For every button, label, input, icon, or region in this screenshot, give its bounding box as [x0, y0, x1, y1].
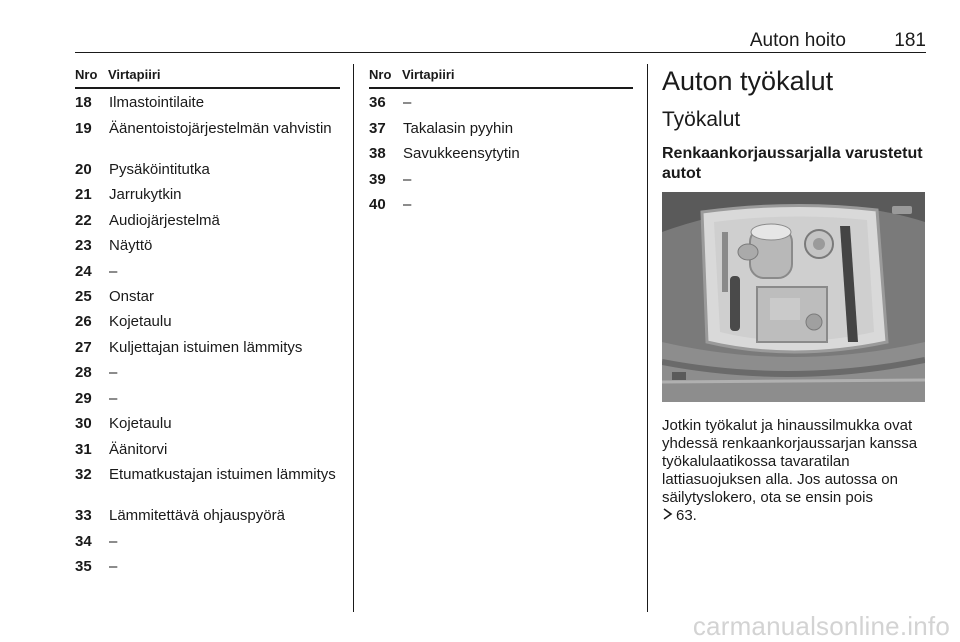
tools-description [662, 417, 926, 525]
circuit-name: Jarrukytkin [109, 186, 182, 203]
description-text: Jotkin työkalut ja hinaussilmukka ovat yhdessä renkaankorjaussarjan kanssa työkalulaatikossa tavaratilan lattiasuojuksen alla. Jos autossa on säilytyslokero, ota se ensin pois [662, 417, 918, 506]
fuse-number: 36 [369, 94, 386, 111]
circuit-name: – [403, 94, 412, 111]
watermark: carmanualsonline.info [692, 611, 950, 641]
circuit-name: – [109, 533, 118, 550]
page-header [75, 26, 926, 53]
fuse-number: 28 [75, 364, 92, 381]
circuit-name: Kojetaulu [109, 313, 172, 330]
arrow-right-icon [662, 507, 673, 525]
circuit-name: Etumatkustajan istuimen lämmitys [109, 466, 336, 483]
table-header [369, 64, 633, 89]
circuit-name: Pysäköintitutka [109, 161, 210, 178]
fuse-number: 18 [75, 94, 92, 111]
column-divider [353, 64, 354, 612]
circuit-name: – [109, 263, 118, 280]
circuit-name: Lämmitettävä ohjauspyörä [109, 507, 285, 524]
page-number: 181 [894, 30, 926, 51]
column-header-no: Nro [369, 67, 392, 82]
circuit-name: Kojetaulu [109, 415, 172, 432]
fuse-table-left [75, 64, 340, 575]
fuse-number: 38 [369, 145, 386, 162]
fuse-number: 40 [369, 196, 386, 213]
fuse-number: 32 [75, 466, 92, 483]
fuse-table-mid [369, 64, 633, 213]
fuse-number: 29 [75, 390, 92, 407]
fuse-number: 39 [369, 171, 386, 188]
column-header-circuit: Virtapiiri [402, 67, 455, 82]
fuse-number: 27 [75, 339, 92, 356]
fuse-number: 23 [75, 237, 92, 254]
column-header-circuit: Virtapiiri [108, 67, 161, 82]
heading-vehicle-tools: Auton työkalut [662, 66, 834, 96]
fuse-number: 26 [75, 313, 92, 330]
circuit-name: Kuljettajan istuimen lämmitys [109, 339, 303, 356]
heading-tyre-repair-kit: Renkaankorjaussarjalla varustetut autot [662, 145, 923, 182]
circuit-name: Näyttö [109, 237, 153, 254]
section-title: Auton hoito [749, 30, 846, 51]
fuse-number: 35 [75, 558, 92, 575]
fuse-number: 22 [75, 212, 92, 229]
table-header [75, 64, 340, 89]
circuit-name: Äänentoistojärjestelmän vahvistin [109, 120, 332, 137]
circuit-name: Audiojärjestelmä [109, 212, 220, 229]
circuit-name: Takalasin pyyhin [403, 120, 514, 137]
circuit-name: Onstar [109, 288, 155, 305]
circuit-name: – [403, 196, 412, 213]
circuit-name: Äänitorvi [109, 441, 168, 458]
fuse-number: 21 [75, 186, 92, 203]
fuse-number: 20 [75, 161, 92, 178]
fuse-number: 37 [369, 120, 386, 137]
page-reference[interactable] [662, 507, 697, 524]
fuse-number: 34 [75, 533, 92, 550]
tool-box-photo [662, 192, 925, 402]
circuit-name: Ilmastointilaite [109, 94, 205, 111]
circuit-name: Savukkeensytytin [403, 145, 520, 162]
circuit-name: – [403, 171, 412, 188]
fuse-number: 31 [75, 441, 92, 458]
fuse-number: 25 [75, 288, 92, 305]
column-divider [647, 64, 648, 612]
circuit-name: – [109, 558, 118, 575]
fuse-number: 30 [75, 415, 92, 432]
circuit-name: – [109, 390, 118, 407]
fuse-number: 19 [75, 120, 92, 137]
heading-tools: Työkalut [662, 108, 741, 131]
column-header-no: Nro [75, 67, 98, 82]
fuse-number: 24 [75, 263, 92, 280]
reference-page-number: 63. [676, 507, 697, 524]
fuse-number: 33 [75, 507, 92, 524]
circuit-name: – [109, 364, 118, 381]
